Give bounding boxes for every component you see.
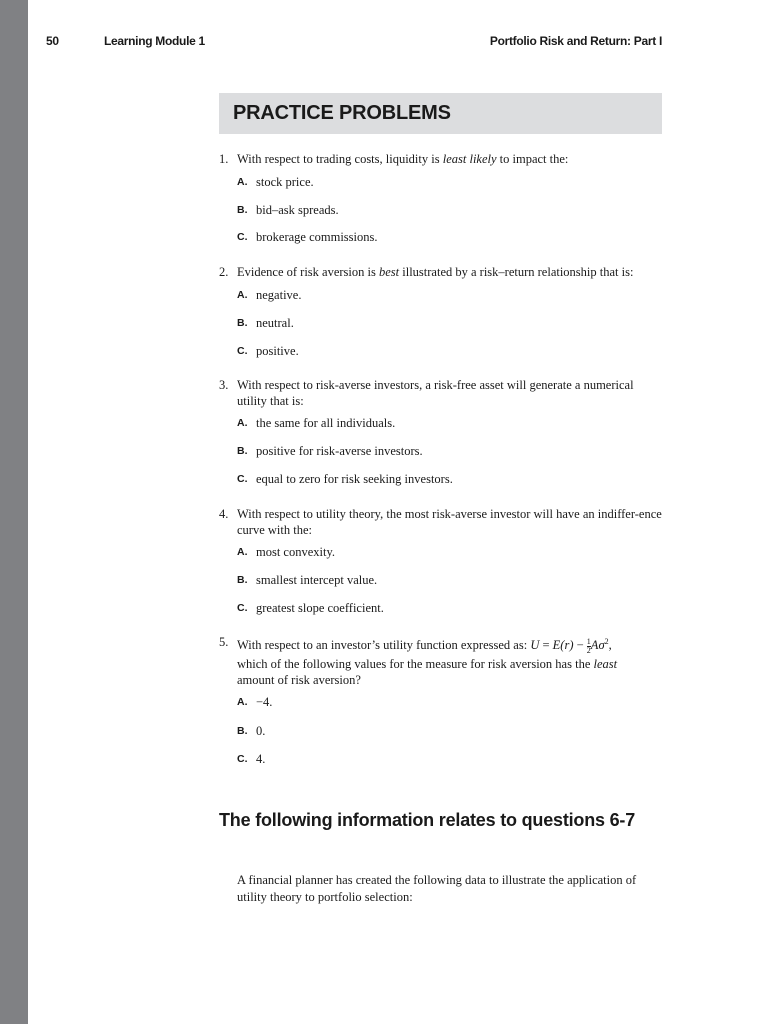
page-gutter [0,0,28,1024]
module-label: Learning Module 1 [104,34,205,48]
question-stem: With respect to trading costs, liquidity is least likely to impact the: [237,152,569,166]
chapter-title: Portfolio Risk and Return: Part I [489,34,662,48]
question-number: 5. [219,635,229,649]
question-stem: With respect to risk-averse investors, a risk-free asset will generate a numerical utility that is: [237,378,634,408]
info-paragraph: A financial planner has created the following data to illustrate the application of utility theory to portfolio selection: [237,873,637,904]
question-number: 4. [219,507,229,521]
question-number: 1. [219,152,229,166]
question-number: 3. [219,378,229,392]
question-stem: With respect to an investor’s utility function expressed as: U = E(r) − $\frac{1}{2}$ $A\sigma^2$, [237,636,612,655]
info-heading: The following information relates to questions 6-7 [219,810,636,830]
section-banner [219,93,662,134]
question-number: 2. [219,265,229,279]
section-title: PRACTICE PROBLEMS [233,102,451,124]
fraction: $\frac{1}{2}$ [586,636,591,655]
question-stem-line2: which of the following values for the measure for risk aversion has the least amount of risk aversion? [237,657,618,687]
running-header [46,34,662,54]
page-number: 50 [46,34,59,48]
question-stem: Evidence of risk aversion is best illustrated by a risk–return relationship that is: [237,265,634,279]
question-stem: With respect to utility theory, the most risk-averse investor will have an indiffer-ence curve with the: [237,507,662,537]
